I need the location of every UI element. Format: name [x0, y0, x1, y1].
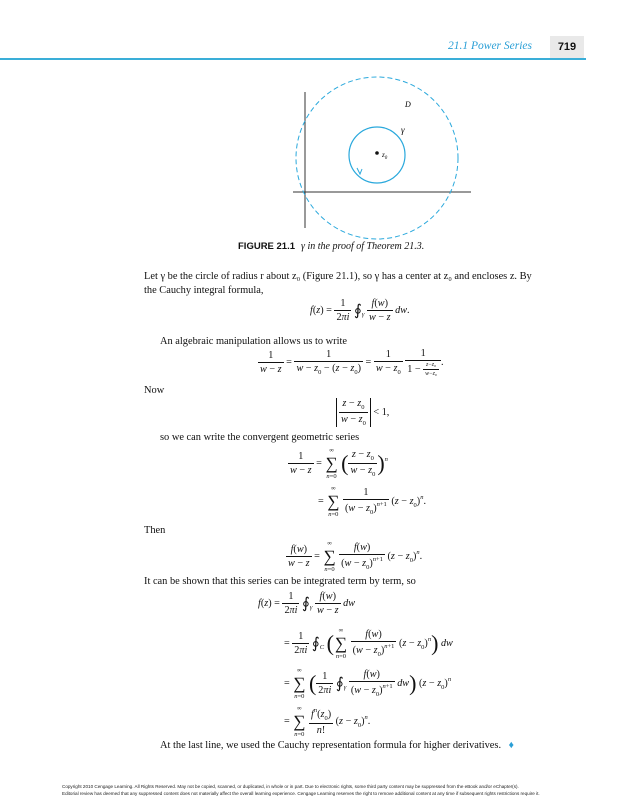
copyright-line-1: Copyright 2010 Cengage Learning. All Rights Reserved. May not be copied, scanned, or duplicated, in whole or in part. Due to electronic rights, some third party content may be suppressed from the eBook and/or eChapter(s).: [62, 784, 519, 789]
paragraph-1-line-2: the Cauchy integral formula,: [144, 285, 264, 296]
orientation-arrow: [357, 168, 362, 174]
equation-termwise-1: f(z) = $\frac{1}{2\pi i}$ $∮_\gamma$ $\frac{f(w)}{w - z}$ dw: [258, 591, 356, 616]
equation-termwise-3: = ∞ ∑ n=0 ( $\frac{1}{2\pi i}$ $∮_\gamma$ $\frac{f(w)}{(w - z_0)^{n+1}}$ dw) $(z - z_0)^n$: [284, 667, 452, 700]
label-z0: $z_0$: [382, 151, 388, 161]
equation-geometric-series-1: $\frac{1}{w - z}$ = ∞ ∑ n=0 ( $\frac{z - z_0}{w - z_0}$ )$^n$: [290, 447, 388, 480]
final-paragraph-text: At the last line, we used the Cauchy representation formula for higher derivatives.: [160, 740, 502, 751]
now-text: Now: [144, 385, 165, 396]
paragraph-4: It can be shown that this series can be integrated term by term, so: [144, 576, 416, 587]
page-number: 719: [550, 36, 584, 58]
caption-label: FIGURE 21.1: [238, 241, 296, 252]
caption-text: γ in the proof of Theorem 21.3.: [301, 241, 425, 252]
end-of-proof-diamond-icon: ♦: [508, 740, 514, 751]
final-paragraph: [160, 739, 514, 754]
contour-gamma: [349, 127, 405, 183]
equation-integrand-series: $\frac{f(w)}{w - z}$ = ∞ ∑ n=0 $\frac{f(w)}{(w - z_0)^{n+1}}$ $(z - z_0)^n$.: [288, 540, 423, 573]
domain-D-boundary: [296, 77, 458, 239]
figure-21-1: [285, 70, 485, 240]
paragraph-3: so we can write the convergent geometric series: [160, 432, 360, 443]
center-point-z0: [375, 151, 379, 155]
equation-ratio-less-than-one: $\frac{z - z_0}{w - z_0}$ < 1,: [336, 398, 389, 427]
figure-caption: [238, 241, 424, 252]
equation-algebraic: $\frac{1}{w - z}$ = $\frac{1}{w - z_0 - (z - z_0)}$ = $\frac{1}{w - z_0}$ 1 1 − $\frac{\text{z−z₀}}{\text{w−z₀}}$ .: [260, 348, 444, 377]
equation-cauchy-integral: f(z) = $\frac{1}{2\pi i}$ $∮_\gamma$ $\frac{f(w)}{w - z}$ dw.: [310, 298, 410, 323]
label-D: D: [405, 100, 411, 109]
paragraph-1-line-1: Let γ be the circle of radius r about z₀ (Figure 21.1), so γ has a center at z₀ and encloses z. By: [144, 271, 532, 282]
header-rule: [0, 58, 586, 60]
paragraph-2: An algebraic manipulation allows us to write: [160, 336, 347, 347]
equation-termwise-4: = ∞ ∑ n=0 $\frac{f^n(z_0)}{n!}$ $(z - z_0)^n$.: [284, 705, 371, 738]
equation-geometric-series-2: = ∞ ∑ n=0 $\frac{1}{(w - z_0)^{n+1}}$ $(z - z_0)^n$.: [318, 485, 426, 518]
then-text: Then: [144, 525, 166, 536]
equation-termwise-2: = $\frac{1}{2\pi i}$ $∮_C$ ( ∞ ∑ n=0 $\frac{f(w)}{(w - z_0)^{n+1}}$ $(z - z_0)^n$) dw: [284, 627, 453, 660]
running-header-title: 21.1 Power Series: [448, 40, 533, 52]
copyright-line-2: Editorial review has deemed that any suppressed content does not materially affect the overall learning experience. Cengage Learning reserves the right to remove additional content at any time if subsequent rights restrictions require it.: [62, 791, 540, 796]
label-gamma: γ: [401, 125, 405, 135]
